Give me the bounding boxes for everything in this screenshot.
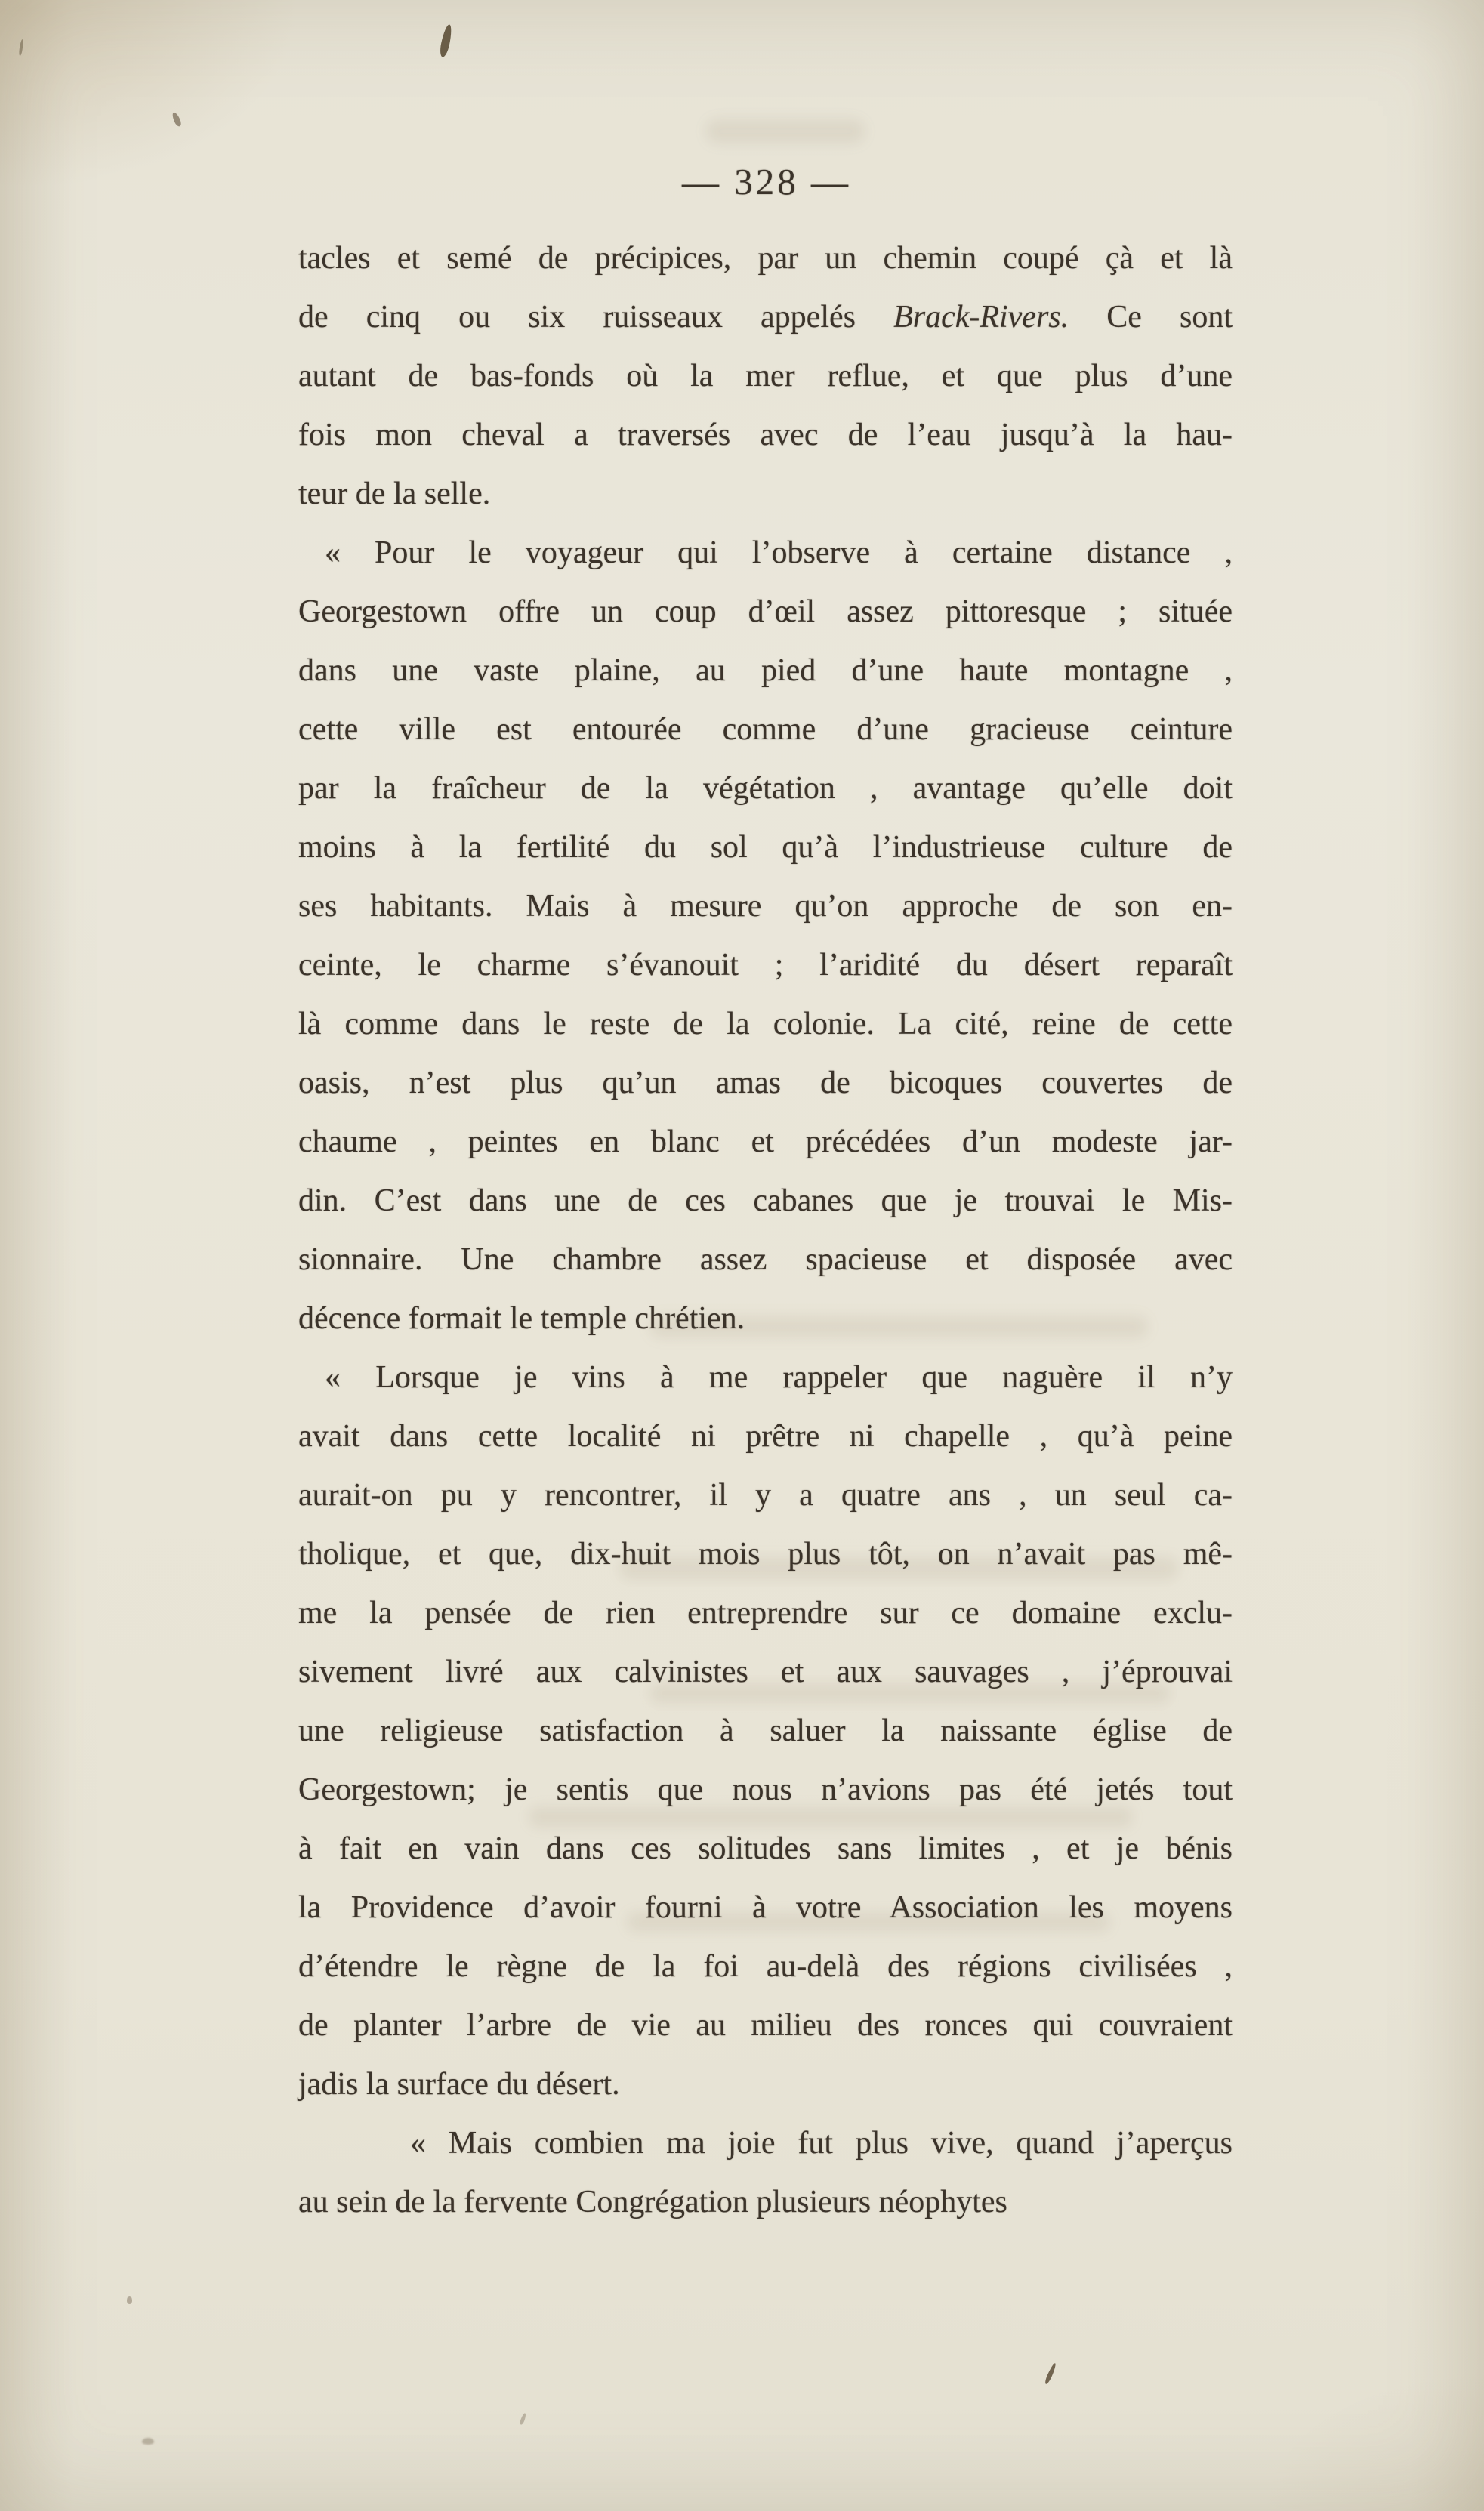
text-line [298, 582, 1233, 641]
text-line [298, 759, 1233, 818]
text-line [298, 1525, 1233, 1584]
text-line [298, 1171, 1233, 1230]
text-line [298, 1584, 1233, 1643]
text-segment: au sein de la fervente Congrégation plusieurs néophytes [298, 2185, 1007, 2219]
text-line [298, 406, 1233, 464]
page-number: — 328 — [682, 161, 851, 202]
text-line [298, 1466, 1233, 1525]
text-line [298, 229, 1233, 288]
text-line [298, 1996, 1233, 2055]
text-segment: Georgestown; je sentis que nous n’avions pas été jetés tout [298, 1772, 1233, 1807]
ink-speck [519, 2413, 526, 2426]
text-line [298, 1701, 1233, 1760]
text-segment: avait dans cette localité ni prêtre ni chapelle , qu’à peine [298, 1419, 1233, 1454]
text-segment: fois mon cheval a traversés avec de l’eau jusqu’à la hau- [298, 418, 1233, 452]
text-line [298, 347, 1233, 406]
text-line [298, 523, 1233, 582]
text-segment: Georgestown offre un coup d’œil assez pittoresque ; située [298, 594, 1233, 629]
text-segment: ses habitants. Mais à mesure qu’on approche de son en- [298, 889, 1233, 924]
text-line [298, 1407, 1233, 1466]
text-line [298, 1348, 1233, 1407]
text-line [298, 700, 1233, 759]
text-block [298, 229, 1233, 2232]
text-line [298, 995, 1233, 1053]
text-segment: « Lorsque je vins à me rappeler que naguère il n’y [325, 1360, 1233, 1395]
text-segment: « Mais combien ma joie fut plus vive, quand j’aperçus [410, 2126, 1233, 2161]
text-segment: la Providence d’avoir fourni à votre Association les moyens [298, 1890, 1233, 1925]
text-line [298, 288, 1233, 347]
text-line [298, 641, 1233, 700]
text-line [298, 464, 1233, 523]
ink-speck [171, 111, 182, 128]
text-segment: sivement livré aux calvinistes et aux sauvages , j’éprouvai [298, 1655, 1233, 1689]
text-segment: par la fraîcheur de la végétation , avantage qu’elle doit [298, 771, 1233, 806]
text-segment: chaume , peintes en blanc et précédées d’un modeste jar- [298, 1124, 1233, 1159]
text-segment: tacles et semé de précipices, par un chemin coupé çà et là [298, 241, 1233, 276]
text-line [298, 2114, 1233, 2173]
text-segment: dans une vaste plaine, au pied d’une haute montagne , [298, 653, 1233, 688]
ink-speck [18, 39, 23, 56]
text-line [298, 2055, 1233, 2114]
text-segment: « Pour le voyageur qui l’observe à certaine distance , [325, 535, 1233, 570]
text-segment: de cinq ou six ruisseaux appelés [298, 300, 894, 335]
text-segment: décence formait le temple chrétien. [298, 1301, 745, 1336]
text-segment: sionnaire. Une chambre assez spacieuse et disposée avec [298, 1242, 1233, 1277]
text-segment: à fait en vain dans ces solitudes sans limites , et je bénis [298, 1831, 1233, 1866]
text-segment: ceinte, le charme s’évanouit ; l’aridité du désert reparaît [298, 948, 1233, 982]
text-line [298, 1289, 1233, 1348]
text-line [298, 877, 1233, 936]
bleed-through-smudge [706, 119, 865, 143]
text-segment: cette ville est entourée comme d’une gracieuse ceinture [298, 712, 1233, 747]
text-segment: moins à la fertilité du sol qu’à l’industrieuse culture de [298, 830, 1233, 865]
text-line [298, 1643, 1233, 1701]
text-segment: din. C’est dans une de ces cabanes que je trouvai le Mis- [298, 1183, 1233, 1218]
text-line [298, 1878, 1233, 1937]
text-line [298, 818, 1233, 877]
text-segment: me la pensée de rien entreprendre sur ce domaine exclu- [298, 1596, 1233, 1630]
text-line [298, 1760, 1233, 1819]
text-segment: aurait-on pu y rencontrer, il y a quatre ans , un seul ca- [298, 1478, 1233, 1513]
text-segment: d’étendre le règne de la foi au-delà des régions civilisées , [298, 1949, 1233, 1984]
text-line [298, 1112, 1233, 1171]
ink-speck [127, 2296, 132, 2304]
text-line [298, 1053, 1233, 1112]
text-line [298, 1937, 1233, 1996]
text-segment: Ce sont [1069, 300, 1233, 335]
italic-text: Brack-Rivers. [893, 300, 1069, 335]
ink-speck [439, 23, 454, 57]
text-line [298, 936, 1233, 995]
text-segment: tholique, et que, dix-huit mois plus tôt, on n’avait pas mê- [298, 1537, 1233, 1572]
text-segment: oasis, n’est plus qu’un amas de bicoques couvertes de [298, 1066, 1233, 1100]
ink-speck [142, 2438, 154, 2445]
text-segment: une religieuse satisfaction à saluer la naissante église de [298, 1714, 1233, 1748]
text-line [298, 1819, 1233, 1878]
text-segment: teur de la selle. [298, 477, 491, 511]
page-header [298, 160, 1235, 203]
text-line [298, 1230, 1233, 1289]
text-segment: autant de bas-fonds où la mer reflue, et que plus d’une [298, 359, 1233, 393]
ink-speck [1044, 2362, 1057, 2385]
text-line [298, 2173, 1233, 2232]
text-segment: jadis la surface du désert. [298, 2067, 620, 2102]
text-segment: là comme dans le reste de la colonie. La cité, reine de cette [298, 1007, 1233, 1041]
text-segment: de planter l’arbre de vie au milieu des ronces qui couvraient [298, 2008, 1233, 2043]
